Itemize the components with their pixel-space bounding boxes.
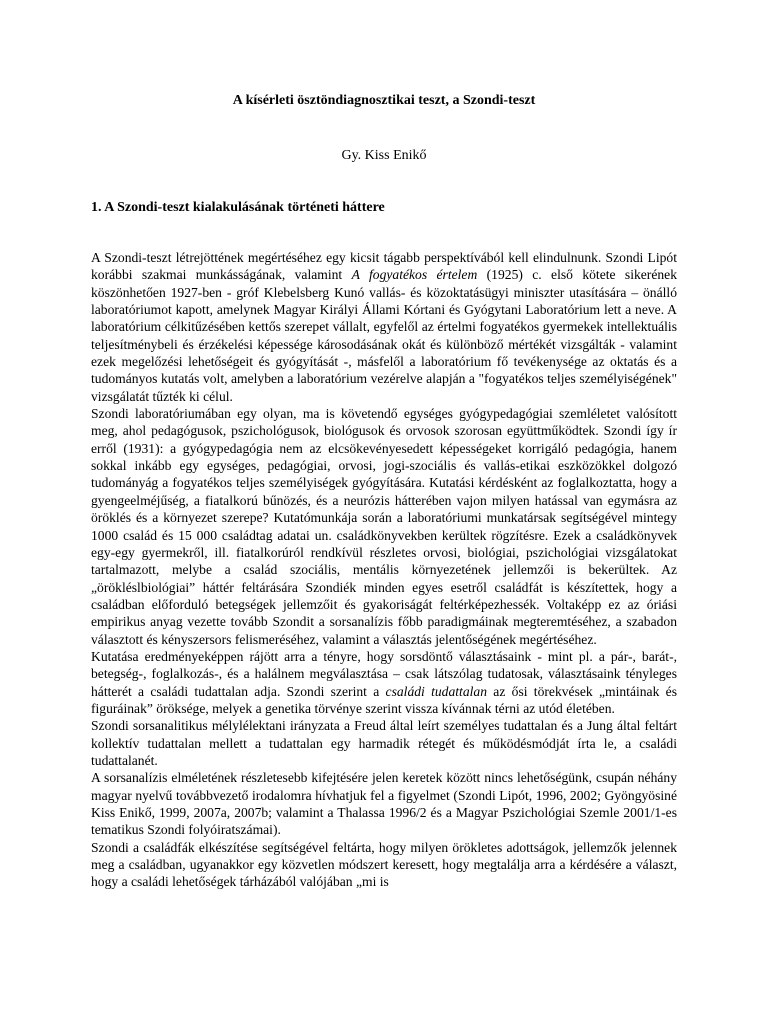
paragraph: [91, 249, 677, 405]
paragraph: [91, 717, 677, 769]
paragraph: [91, 839, 677, 891]
document-author: Gy. Kiss Enikő: [341, 148, 427, 163]
paragraph: [91, 648, 677, 717]
paragraph: [91, 405, 677, 648]
paragraph-text: az ősi törekvések „mintáinak és figuráinak” öröksége, melyek a genetika törvénye szerint vissza kívánnak térni az utód életében.: [91, 683, 677, 716]
section-heading: 1. A Szondi-teszt kialakulásának történeti háttere: [91, 200, 385, 215]
paragraph-text: Szondi laboratóriumában egy olyan, ma is követendő egységes gyógypedagógiai szemléletet valósított meg, ahol pedagógusok, pszichológusok, biológusok és orvosok szorosan együttműködtek. Szondi így ír erről (1931): a gyógypedagógia nem az elcsökevényesedett képességeket korrigáló pedagógia, hanem sokkal inkább egy egységes, pedagógiai, orvosi, jogi-szociális és vallás-etikai eszközökkel dolgozó tudományág a fogyatékos teljes személyiségek gyógyítására. Kutatási kérdésként az foglalkoztatta, hogy a gyengeelméjűség, a fiatalkorú bűnözés, és a neurózis hátterében vajon milyen hatással van egymásra az öröklés és a környezet szerepe? Kutatómunkája során a laboratóriumi munkatársak segítségével mintegy 1000 család és 15 000 családtag adatai un. családkönyvekben kerültek rögzítésre. Ezek a családkönyvek egy-egy gyermekről, ill. fiatalkorúról rendkívül részletes orvosi, biológiai, pszichológiai vizsgálatokat tartalmazott, melybe a család szociális, mentális környezetének jellemzői is bekerültek. Az „örökléslbiológiai” háttér feltárására Szondiék minden egyes esetről családfát is készítettek, hogy a családban előforduló betegségek jellemzőit és gyakoriságát feltérképezhessék. Voltaképp ez az óriási empirikus anyag vezette tovább Szondit a sorsanalízis főbb paradigmáinak megteremtéséhez, a szabadon választott és kényszersors felismeréséhez, valamint a választás jelentőségének megértéséhez.: [91, 406, 677, 647]
document-title: A kísérleti ösztöndiagnosztikai teszt, a Szondi-teszt: [232, 93, 536, 108]
paragraph: [91, 769, 677, 838]
paragraph-text: A Szondi-teszt létrejöttének megértéséhez egy kicsit tágabb perspektívából kell elindulnunk. Szondi Lipót korábbi szakmai munkásságának, valamint: [91, 250, 677, 283]
term-italic: családi tudattalan: [385, 683, 487, 699]
body-text: [91, 249, 677, 891]
paragraph-text: Szondi sorsanalitikus mélylélektani irányzata a Freud által leírt személyes tudattalan és a Jung által feltárt kollektív tudattalan mellett a tudattalan egy harmadik rétegét és működésmódját írta le, a családi tudattalanét.: [91, 718, 677, 768]
paragraph-text: Szondi a családfák elkészítése segítségével feltárta, hogy milyen örökletes adottságok, jellemzők jelennek meg a családban, ugyanakkor egy közvetlen módszert keresett, hogy megtalálja arra a kérdésére a választ, hogy a családi lehetőségek tárházából valójában „mi is: [91, 839, 677, 890]
paragraph-text: (1925) c. első kötete sikerének köszönhetően 1927-ben - gróf Klebelsberg Kunó vallás- és közoktatásügyi miniszter utasítására – önálló laboratóriumot kapott, amelynek Magyar Királyi Állami Kórtani és Gyógytani Laboratórium lett a neve. A laboratórium célkitűzésében kettős szerepet vállalt, egyfelől az értelmi fogyatékos gyermekek intellektuális teljesítménybeli és érzékelési képessége károsodásának okát és különböző mértékét vizsgálták - valamint ezek megelőzési lehetőségeit és gyógyítását -, másfelől a laboratórium fő tevékenysége az oktatás és a tudományos kutatás volt, amelyben a laboratórium vezérelve alapján a "fogyatékos teljes személyiségének" vizsgálatát tűzték ki célul.: [91, 267, 677, 404]
paragraph-text: A sorsanalízis elméletének részletesebb kifejtésére jelen keretek között nincs lehetőségünk, csupán néhány magyar nyelvű továbbvezető irodalomra hívhatjuk fel a figyelmet (Szondi Lipót, 1996, 2002; Gyöngyösiné Kiss Enikő, 1999, 2007a, 2007b; valamint a Thalassa 1996/2 és a Magyar Pszichológiai Szemle 2001/1-es tematikus Szondi folyóiratszámai).: [91, 770, 677, 838]
paragraph-text: Kutatása eredményeképpen rájött arra a tényre, hogy sorsdöntő választásaink - mint pl. a pár-, barát-, betegség-, foglalkozás-, és a halálnem megválasztása – csak látszólag tudatosak, választásaink tényleges hátterét a családi tudattalan adja. Szondi szerint a: [91, 648, 677, 699]
book-title-italic: A fogyatékos értelem: [351, 267, 478, 283]
